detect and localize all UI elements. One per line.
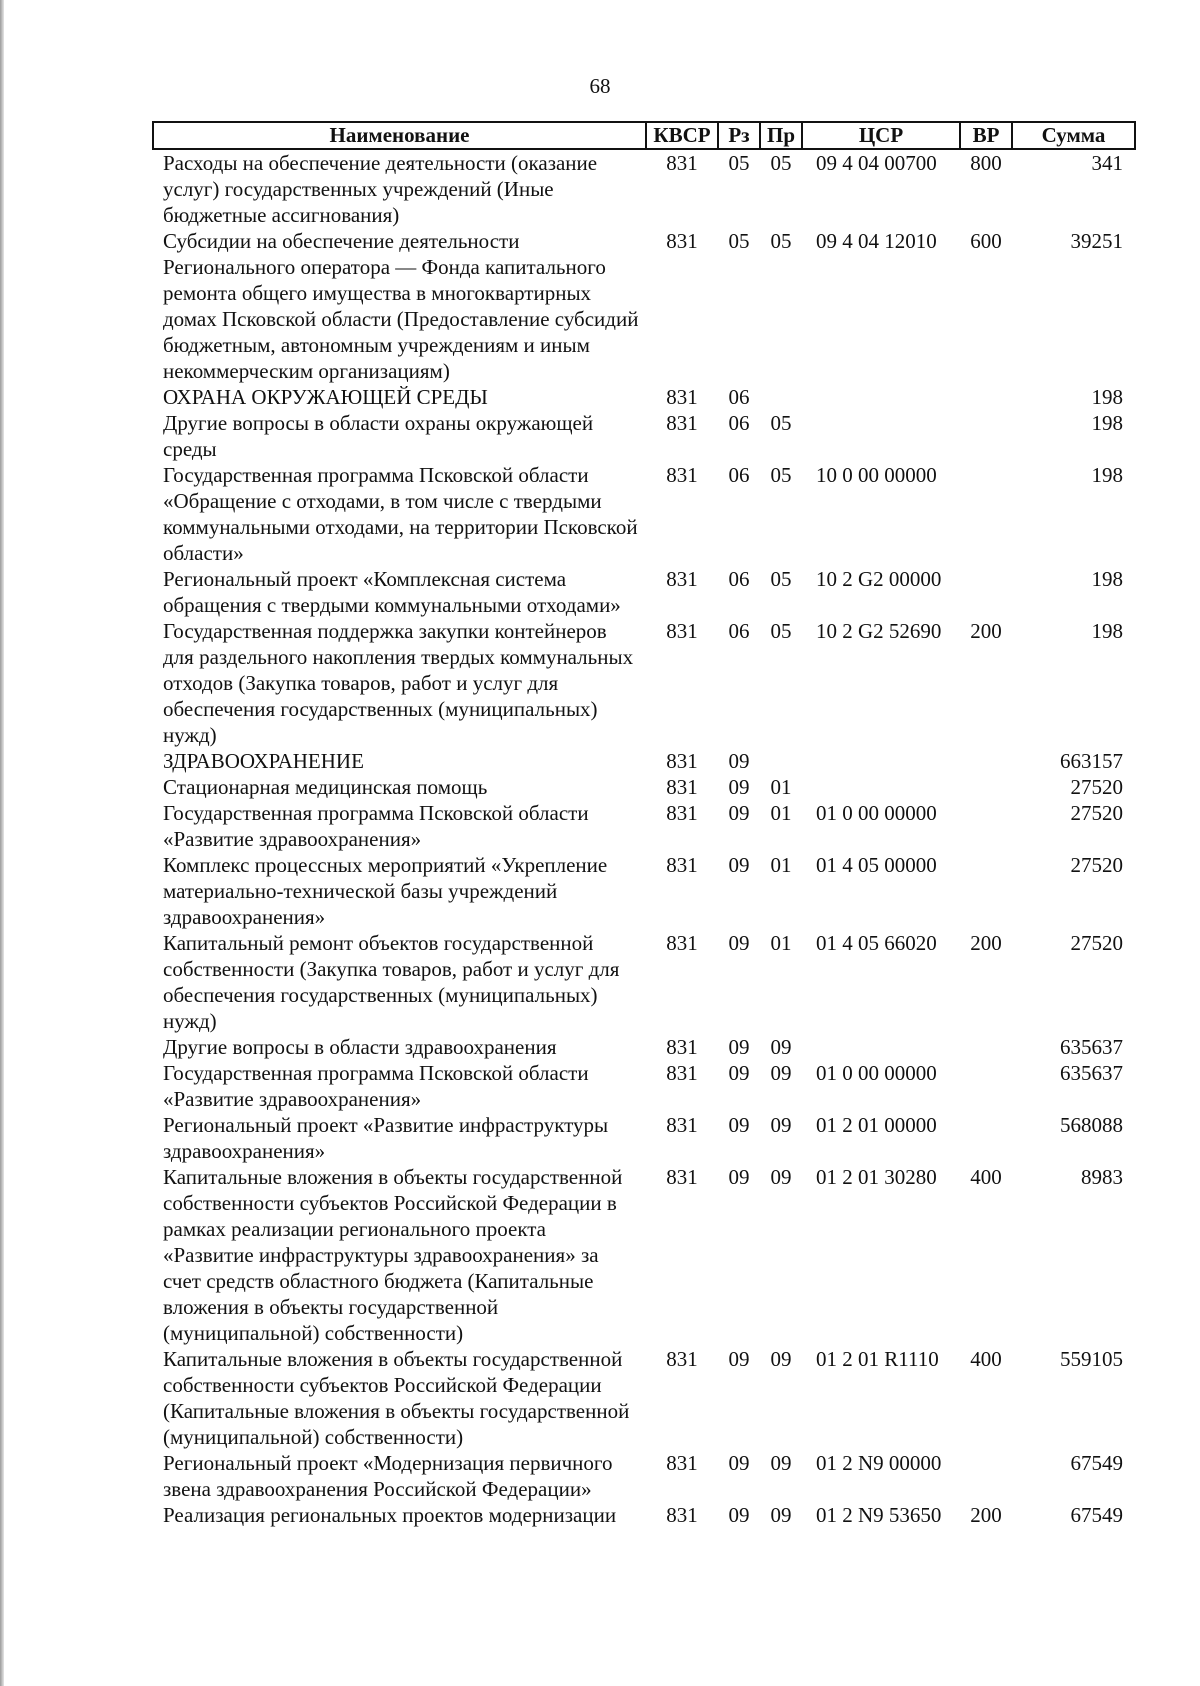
row-pr: 09 <box>770 1035 792 1059</box>
row-kvsr: 831 <box>666 463 698 487</box>
row-pr: 05 <box>770 463 792 487</box>
row-sum: 635637 <box>1060 1035 1123 1059</box>
table-row <box>153 1346 1135 1450</box>
row-csr: 01 0 00 00000 <box>816 1061 937 1085</box>
table-row <box>153 1502 1135 1528</box>
row-pr: 09 <box>770 1451 792 1475</box>
row-name: Субсидии на обеспечение деятельности Регионального оператора — Фонда капитального ремонта общего имущества в многоквартирных домах Псковской области (Предоставление субсидий бюджетным, автономным учреждениям и иным некоммерческим организациям) <box>163 229 639 383</box>
row-name: Стационарная медицинская помощь <box>163 775 488 799</box>
row-pr <box>760 384 802 410</box>
row-csr: 01 2 01 00000 <box>816 1113 937 1137</box>
row-rz: 05 <box>728 229 750 253</box>
row-vr: 800 <box>970 151 1002 175</box>
row-pr: 05 <box>770 567 792 591</box>
table-row <box>153 852 1135 930</box>
table-header <box>153 122 1135 149</box>
table-row <box>153 462 1135 566</box>
row-rz: 09 <box>728 775 750 799</box>
row-sum: 67549 <box>1070 1503 1123 1527</box>
row-vr <box>960 566 1012 618</box>
row-pr: 09 <box>770 1061 792 1085</box>
row-kvsr: 831 <box>666 853 698 877</box>
row-name: ЗДРАВООХРАНЕНИЕ <box>163 749 364 773</box>
row-pr: 09 <box>770 1503 792 1527</box>
row-name: Государственная поддержка закупки контейнеров для раздельного накопления твердых коммунальных отходов (Закупка товаров, работ и услуг для обеспечения государственных (муниципальных) нужд) <box>163 619 634 747</box>
row-rz: 09 <box>728 801 750 825</box>
header-name: Наименование <box>153 122 646 149</box>
row-vr <box>960 1034 1012 1060</box>
row-pr: 01 <box>770 801 792 825</box>
header-sum: Сумма <box>1012 122 1135 149</box>
row-vr: 600 <box>970 229 1002 253</box>
row-rz: 09 <box>728 1451 750 1475</box>
row-sum: 559105 <box>1060 1347 1123 1371</box>
row-vr <box>960 748 1012 774</box>
row-vr <box>960 384 1012 410</box>
row-vr <box>960 800 1012 852</box>
row-rz: 09 <box>728 1347 750 1371</box>
row-rz: 09 <box>728 1113 750 1137</box>
table-row <box>153 748 1135 774</box>
table-row <box>153 149 1135 228</box>
row-pr: 05 <box>770 411 792 435</box>
row-vr <box>960 1060 1012 1112</box>
row-name: Другие вопросы в области охраны окружающей среды <box>163 411 594 461</box>
row-name: Реализация региональных проектов модернизации <box>163 1503 617 1527</box>
row-kvsr: 831 <box>666 1503 698 1527</box>
row-vr <box>960 462 1012 566</box>
row-csr: 01 4 05 00000 <box>816 853 937 877</box>
row-csr: 09 4 04 00700 <box>816 151 937 175</box>
row-name: Капитальные вложения в объекты государственной собственности субъектов Российской Федерации (Капитальные вложения в объекты государственной (муниципальной) собственности) <box>163 1347 630 1449</box>
row-kvsr: 831 <box>666 1035 698 1059</box>
row-sum: 27520 <box>1070 801 1123 825</box>
row-vr: 400 <box>970 1165 1002 1189</box>
row-name: Государственная программа Псковской области «Обращение с отходами, в том числе с твердыми коммунальными отходами, на территории Псковской области» <box>163 463 638 565</box>
table-row <box>153 618 1135 748</box>
row-kvsr: 831 <box>666 1165 698 1189</box>
row-sum: 198 <box>1091 463 1123 487</box>
row-name: Расходы на обеспечение деятельности (оказание услуг) государственных учреждений (Иные бюджетные ассигнования) <box>163 151 598 227</box>
row-name: Региональный проект «Модернизация первичного звена здравоохранения Российской Федерации» <box>163 1451 613 1501</box>
table-row <box>153 410 1135 462</box>
row-sum: 8983 <box>1081 1165 1123 1189</box>
row-rz: 06 <box>728 411 750 435</box>
row-csr: 01 4 05 66020 <box>816 931 937 955</box>
row-csr: 09 4 04 12010 <box>816 229 937 253</box>
row-csr: 10 2 G2 52690 <box>816 619 942 643</box>
row-rz: 06 <box>728 463 750 487</box>
row-pr <box>760 748 802 774</box>
row-vr: 400 <box>970 1347 1002 1371</box>
row-name: Комплекс процессных мероприятий «Укрепление материально-технической базы учреждений здравоохранения» <box>163 853 608 929</box>
row-name: Государственная программа Псковской области «Развитие здравоохранения» <box>163 1061 589 1111</box>
row-sum: 635637 <box>1060 1061 1123 1085</box>
row-name: Капитальные вложения в объекты государственной собственности субъектов Российской Федерации в рамках реализации регионального проекта «Развитие инфраструктуры здравоохранения» за счет средств областного бюджета (Капитальные вложения в объекты государственной (муниципальной) собственности) <box>163 1165 623 1345</box>
row-pr: 05 <box>770 229 792 253</box>
row-csr: 01 2 N9 00000 <box>816 1451 942 1475</box>
row-rz: 09 <box>728 1061 750 1085</box>
row-rz: 09 <box>728 1165 750 1189</box>
row-vr: 200 <box>970 1503 1002 1527</box>
table-row <box>153 774 1135 800</box>
row-rz: 06 <box>728 567 750 591</box>
row-csr <box>802 1034 960 1060</box>
row-pr: 09 <box>770 1165 792 1189</box>
header-csr: ЦСР <box>802 122 960 149</box>
row-name: Капитальный ремонт объектов государственной собственности (Закупка товаров, работ и услуг для обеспечения государственных (муниципальных) нужд) <box>163 931 620 1033</box>
row-sum: 27520 <box>1070 931 1123 955</box>
row-name: ОХРАНА ОКРУЖАЮЩЕЙ СРЕДЫ <box>163 385 488 409</box>
row-kvsr: 831 <box>666 151 698 175</box>
row-sum: 39251 <box>1070 229 1123 253</box>
row-rz: 09 <box>728 749 750 773</box>
header-vr: ВР <box>960 122 1012 149</box>
row-rz: 06 <box>728 385 750 409</box>
row-sum: 341 <box>1091 151 1123 175</box>
row-sum: 568088 <box>1060 1113 1123 1137</box>
row-kvsr: 831 <box>666 1113 698 1137</box>
row-csr: 01 2 01 R1110 <box>816 1347 939 1371</box>
row-kvsr: 831 <box>666 931 698 955</box>
row-sum: 198 <box>1091 411 1123 435</box>
table-row <box>153 930 1135 1034</box>
row-kvsr: 831 <box>666 1061 698 1085</box>
row-sum: 198 <box>1091 567 1123 591</box>
table-row <box>153 1060 1135 1112</box>
row-name: Государственная программа Псковской области «Развитие здравоохранения» <box>163 801 589 851</box>
table-row <box>153 1034 1135 1060</box>
row-kvsr: 831 <box>666 619 698 643</box>
row-csr <box>802 384 960 410</box>
table-row <box>153 1450 1135 1502</box>
row-rz: 09 <box>728 853 750 877</box>
row-name: Региональный проект «Развитие инфраструктуры здравоохранения» <box>163 1113 609 1163</box>
row-kvsr: 831 <box>666 385 698 409</box>
table-row <box>153 228 1135 384</box>
row-pr: 01 <box>770 775 792 799</box>
table-row <box>153 566 1135 618</box>
row-kvsr: 831 <box>666 229 698 253</box>
table-row <box>153 800 1135 852</box>
row-rz: 09 <box>728 1035 750 1059</box>
row-csr: 01 0 00 00000 <box>816 801 937 825</box>
row-name: Региональный проект «Комплексная система обращения с твердыми коммунальными отходами» <box>163 567 621 617</box>
row-vr <box>960 852 1012 930</box>
row-pr: 05 <box>770 151 792 175</box>
row-vr: 200 <box>970 619 1002 643</box>
row-pr: 01 <box>770 931 792 955</box>
row-sum: 27520 <box>1070 775 1123 799</box>
table-row <box>153 384 1135 410</box>
scan-edge <box>0 0 4 1686</box>
row-kvsr: 831 <box>666 567 698 591</box>
row-vr <box>960 774 1012 800</box>
row-csr: 01 2 01 30280 <box>816 1165 937 1189</box>
row-vr <box>960 1112 1012 1164</box>
row-sum: 27520 <box>1070 853 1123 877</box>
row-sum: 198 <box>1091 619 1123 643</box>
row-pr: 09 <box>770 1347 792 1371</box>
header-pr: Пр <box>760 122 802 149</box>
row-csr <box>802 774 960 800</box>
table-row <box>153 1112 1135 1164</box>
row-kvsr: 831 <box>666 1451 698 1475</box>
budget-table <box>152 121 1136 1528</box>
row-rz: 05 <box>728 151 750 175</box>
row-kvsr: 831 <box>666 801 698 825</box>
row-pr: 01 <box>770 853 792 877</box>
page-number: 68 <box>589 74 611 98</box>
table-body <box>153 149 1135 1528</box>
row-sum: 67549 <box>1070 1451 1123 1475</box>
table-row <box>153 1164 1135 1346</box>
row-rz: 09 <box>728 1503 750 1527</box>
row-rz: 09 <box>728 931 750 955</box>
row-csr: 10 0 00 00000 <box>816 463 937 487</box>
row-pr: 09 <box>770 1113 792 1137</box>
row-name: Другие вопросы в области здравоохранения <box>163 1035 557 1059</box>
row-csr <box>802 410 960 462</box>
row-vr: 200 <box>970 931 1002 955</box>
header-kvsr: КВСР <box>646 122 718 149</box>
row-pr: 05 <box>770 619 792 643</box>
row-csr: 10 2 G2 00000 <box>816 567 942 591</box>
row-vr <box>960 410 1012 462</box>
row-sum: 198 <box>1091 385 1123 409</box>
row-rz: 06 <box>728 619 750 643</box>
row-kvsr: 831 <box>666 775 698 799</box>
row-sum: 663157 <box>1060 749 1123 773</box>
row-kvsr: 831 <box>666 749 698 773</box>
header-rz: Рз <box>718 122 760 149</box>
row-kvsr: 831 <box>666 411 698 435</box>
row-vr <box>960 1450 1012 1502</box>
row-csr: 01 2 N9 53650 <box>816 1503 942 1527</box>
row-csr <box>802 748 960 774</box>
row-kvsr: 831 <box>666 1347 698 1371</box>
